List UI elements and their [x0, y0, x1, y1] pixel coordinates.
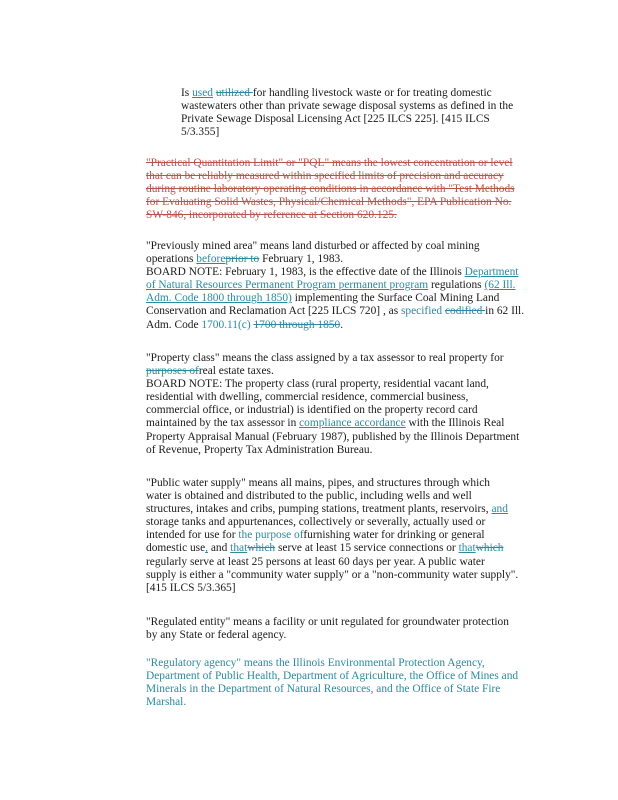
line: residential with dwelling, commercial residence, commercial business, [146, 391, 469, 404]
line: domestic use, and thatwhich serve at least 15 service connections or thatwhich [146, 542, 504, 555]
definition-regulated-entity [146, 616, 509, 642]
board-note: BOARD NOTE: February 1, 1983, is the effective date of the Illinois Department [146, 266, 519, 279]
line: water is obtained and distributed to the public, including wells and well [146, 490, 472, 503]
deleted-text: which [475, 542, 504, 555]
board-note: BOARD NOTE: The property class (rural property, residential vacant land, [146, 378, 489, 391]
line: Adm. Code 1700.11(c) 1700 through 1850. [146, 318, 344, 331]
deleted-text: 1700 through 1850 [253, 318, 341, 331]
definition-property-class [146, 352, 519, 457]
line: 5/3.355] [181, 126, 220, 139]
line: storage tanks and appurtenances, collectively or severally, actually used or [146, 516, 486, 529]
line: Property Appraisal Manual (February 1987), published by the Illinois Department [146, 430, 520, 443]
definition-public-water-supply [146, 477, 518, 595]
inserted-text: 1700.11(c) [201, 318, 251, 331]
line: Department of Public Health, Department of Agriculture, the Office of Mines and [146, 670, 519, 683]
inserted-text: and [491, 503, 508, 516]
line: Minerals in the Department of Natural Resources, and the Office of State Fire [146, 683, 501, 696]
line: maintained by the tax assessor in compliance accordance with the Illinois Real [146, 417, 505, 430]
line: "Property class" means the class assigned by a tax assessor to real property for [146, 352, 504, 364]
line: by any State or federal agency. [146, 629, 287, 642]
inserted-text: Adm. Code 1800 through 1850) [146, 292, 292, 305]
line: for Evaluating Solid Wastes, Physical/Chemical Methods", EPA Publication No. [146, 196, 512, 209]
definition-livestock-waste [181, 87, 513, 139]
line: "Regulated entity" means a facility or unit regulated for groundwater protection [146, 616, 509, 628]
line: purposes ofreal estate taxes. [146, 365, 274, 378]
inserted-text: specified [401, 305, 443, 318]
deleted-text: which [247, 542, 276, 555]
deleted-text: purposes of [146, 365, 199, 378]
inserted-text: (62 Ill. [484, 279, 516, 292]
line: commercial office, or industrial) is identified on the property record card [146, 404, 478, 417]
line: of Revenue, Property Tax Administration Bureau. [146, 443, 373, 456]
inserted-text: compliance accordance [299, 417, 406, 430]
line: supply is either a "community water supply" or a "non-community water supply". [146, 568, 519, 581]
line: Private Sewage Disposal Licensing Act [225 ILCS 225]. [415 ILCS [181, 113, 490, 126]
inserted-text: before [196, 253, 226, 266]
line: Is used utilized for handling livestock waste or for treating domestic [181, 87, 492, 99]
line: structures, intakes and cribs, pumping stations, treatment plants, reservoirs, and [146, 503, 508, 516]
line: "Regulatory agency" means the Illinois Environmental Protection Agency, [146, 657, 485, 669]
line: "Practical Quantitation Limit" or "PQL" means the lowest concentration or level [146, 157, 513, 169]
line: operations beforeprior to February 1, 1983. [146, 253, 344, 266]
definition-regulatory-agency [146, 657, 518, 709]
line: Marshal. [146, 696, 187, 709]
inserted-text: that [230, 542, 248, 555]
definition-pql-deleted [146, 157, 515, 222]
line: SW-846, incorporated by reference at Section 620.125. [146, 209, 397, 222]
inserted-text: of Natural Resources Permanent Program permanent program [146, 279, 429, 292]
inserted-text: the purpose of [238, 529, 304, 542]
line: during routine laboratory operating conditions in accordance with "Test Methods [146, 183, 515, 196]
line: "Previously mined area" means land disturbed or affected by coal mining [146, 240, 480, 252]
definition-previously-mined-area [146, 240, 524, 332]
inserted-text: Department [464, 266, 519, 279]
line: of Natural Resources Permanent Program permanent program regulations (62 Ill. [146, 279, 516, 292]
line: "Public water supply" means all mains, pipes, and structures through which [146, 477, 490, 489]
line: Conservation and Reclamation Act [225 ILCS 720] , as specified codified in 62 Ill. [146, 305, 525, 318]
deleted-text: utilized [215, 87, 253, 99]
line: wastewaters other than private sewage disposal systems as defined in the [181, 100, 514, 113]
line: regularly serve at least 25 persons at least 60 days per year. A public water [146, 555, 485, 568]
line: [415 ILCS 5/3.365] [146, 581, 236, 594]
line: that can be reliably measured within specified limits of precision and accuracy [146, 170, 504, 183]
inserted-text: that [458, 542, 476, 555]
inserted-text: used [192, 87, 213, 99]
line: intended for use for the purpose offurnishing water for drinking or general [146, 529, 485, 542]
inserted-text: , [205, 542, 209, 555]
line: Adm. Code 1800 through 1850) implementing the Surface Coal Mining Land [146, 292, 500, 305]
deleted-text: prior to [225, 253, 260, 266]
deleted-text: codified [444, 305, 486, 318]
